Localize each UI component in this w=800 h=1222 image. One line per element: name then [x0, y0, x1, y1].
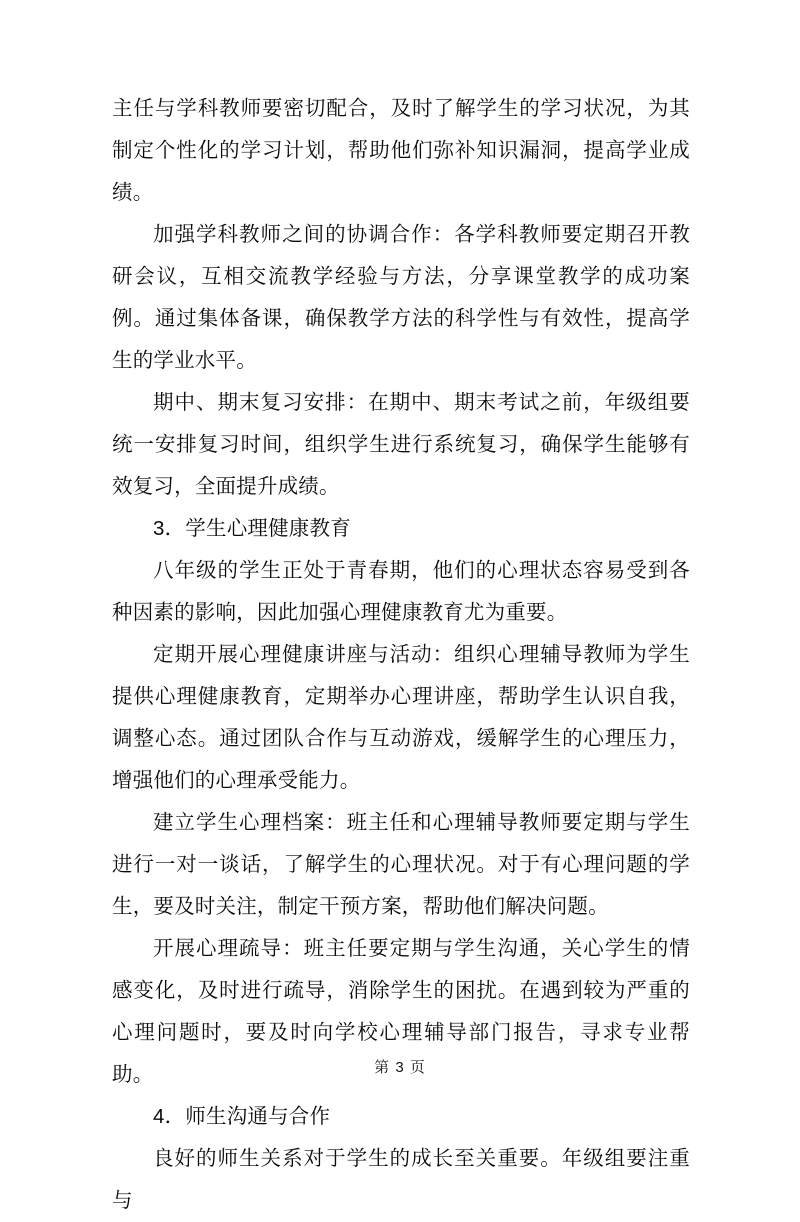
paragraph: 主任与学科教师要密切配合，及时了解学生的学习状况，为其制定个性化的学习计划，帮助他们弥补知识漏洞，提高学业成绩。 [112, 97, 690, 204]
section-heading: 4．师生沟通与合作 [153, 1105, 331, 1128]
paragraph: 期中、期末复习安排：在期中、期末考试之前，年级组要统一安排复习时间，组织学生进行系统复习，确保学生能够有效复习，全面提升成绩。 [112, 391, 690, 498]
paragraph: 良好的师生关系对于学生的成长至关重要。年级组要注重与 [112, 1147, 690, 1212]
page-number: 第 3 页 [374, 1059, 426, 1076]
section-heading: 3．学生心理健康教育 [153, 517, 351, 540]
paragraph: 加强学科教师之间的协调合作：各学科教师要定期召开教研会议，互相交流教学经验与方法，分享课堂教学的成功案例。通过集体备课，确保教学方法的科学性与有效性，提高学生的学业水平。 [112, 223, 690, 372]
paragraph: 开展心理疏导：班主任要定期与学生沟通，关心学生的情感变化，及时进行疏导，消除学生的困扰。在遇到较为严重的心理问题时，要及时向学校心理辅导部门报告，寻求专业帮助。 [112, 937, 690, 1086]
paragraph: 定期开展心理健康讲座与活动：组织心理辅导教师为学生提供心理健康教育，定期举办心理讲座，帮助学生认识自我，调整心态。通过团队合作与互动游戏，缓解学生的心理压力，增强他们的心理承受能力。 [112, 643, 690, 792]
paragraph: 八年级的学生正处于青春期，他们的心理状态容易受到各种因素的影响，因此加强心理健康教育尤为重要。 [112, 559, 690, 624]
page-body [112, 88, 690, 1222]
paragraph: 建立学生心理档案：班主任和心理辅导教师要定期与学生进行一对一谈话，了解学生的心理状况。对于有心理问题的学生，要及时关注，制定干预方案，帮助他们解决问题。 [112, 811, 690, 918]
